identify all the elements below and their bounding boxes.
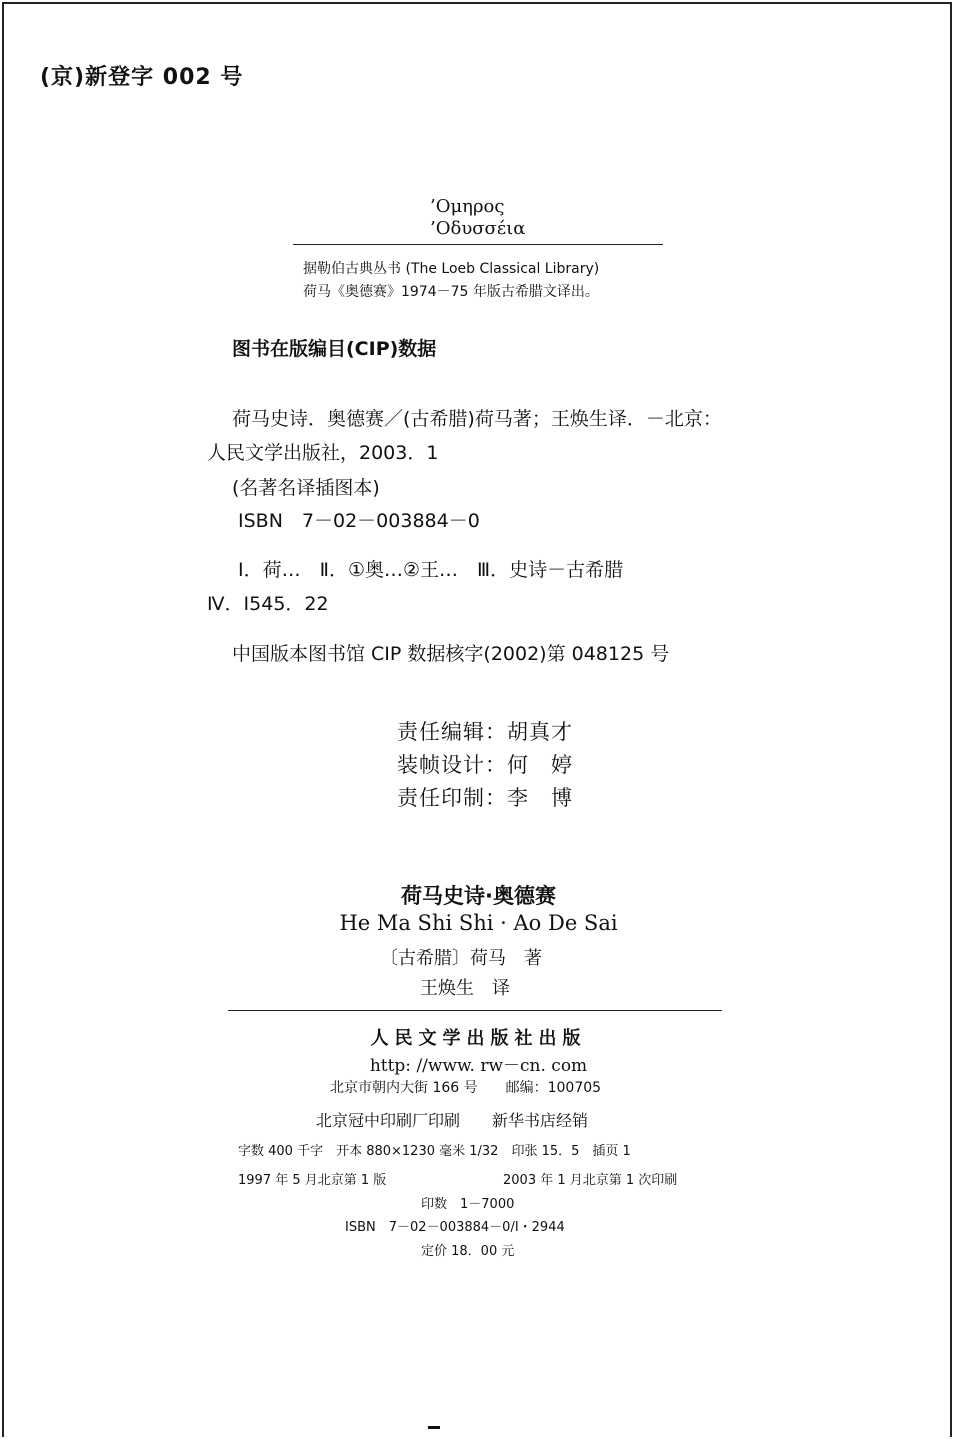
printer-distributor: 北京冠中印刷厂印刷 新华书店经销 [316, 1111, 589, 1130]
print-run: 印数 1－7000 [421, 1197, 515, 1212]
cip-line-1: 荷马史诗．奥德赛／(古希腊)荷马著；王焕生译．－北京： [232, 408, 722, 430]
responsible-editor: 责任编辑：胡真才 [397, 720, 573, 744]
publisher-address: 北京市朝内大街 166 号 邮编：100705 [330, 1080, 602, 1096]
greek-original-title [430, 196, 525, 240]
print-supervisor: 责任印制：李 博 [397, 786, 573, 810]
colophon-isbn: ISBN 7－02－003884－0/I・2944 [345, 1220, 565, 1235]
publisher-name: 人民文学出版社出版 [370, 1028, 587, 1049]
source-note-line-2: 荷马《奥德赛》1974－75 年版古希腊文译出。 [303, 284, 599, 300]
cip-heading: 图书在版编目(CIP)数据 [232, 338, 437, 360]
colophon-pinyin-title: He Ma Shi Shi · Ao De Sai [339, 911, 618, 935]
cover-designer: 装帧设计：何 婷 [397, 753, 573, 777]
publisher-url: http: //www. rw－cn. com [369, 1056, 588, 1076]
page-bottom-mark [428, 1426, 440, 1429]
divider-top [293, 244, 663, 245]
colophon-author: 〔古希腊〕荷马 著 [380, 948, 542, 969]
cip-verification-number: 中国版本图书馆 CIP 数据核字(2002)第 048125 号 [232, 643, 670, 665]
price: 定价 18．00 元 [421, 1244, 515, 1259]
greek-author: ’Ομηρος [430, 196, 505, 217]
book-specifications: 字数 400 千字 开本 880×1230 毫米 1/32 印张 15．5 插页 1 [238, 1144, 631, 1159]
registration-number: (京)新登字 002 号 [40, 65, 244, 90]
colophon-translator: 王焕生 译 [420, 978, 510, 999]
cip-isbn: ISBN 7－02－003884－0 [238, 510, 480, 532]
cip-subject-line: Ⅰ．荷… Ⅱ．①奥…②王… Ⅲ．史诗－古希腊 [238, 559, 624, 581]
cip-line-3: (名著名译插图本) [232, 477, 380, 499]
cip-classification: Ⅳ．I545．22 [207, 593, 329, 615]
colophon-title: 荷马史诗·奥德赛 [401, 884, 556, 908]
divider-bottom [228, 1010, 722, 1011]
source-note-line-1: 据勒伯古典丛书 (The Loeb Classical Library) [303, 261, 600, 277]
cip-line-2: 人民文学出版社，2003．1 [207, 442, 439, 464]
first-edition-date: 1997 年 5 月北京第 1 版 [238, 1173, 387, 1188]
greek-work: ’Οδυσσέια [430, 218, 526, 239]
printing-date: 2003 年 1 月北京第 1 次印刷 [503, 1173, 678, 1188]
